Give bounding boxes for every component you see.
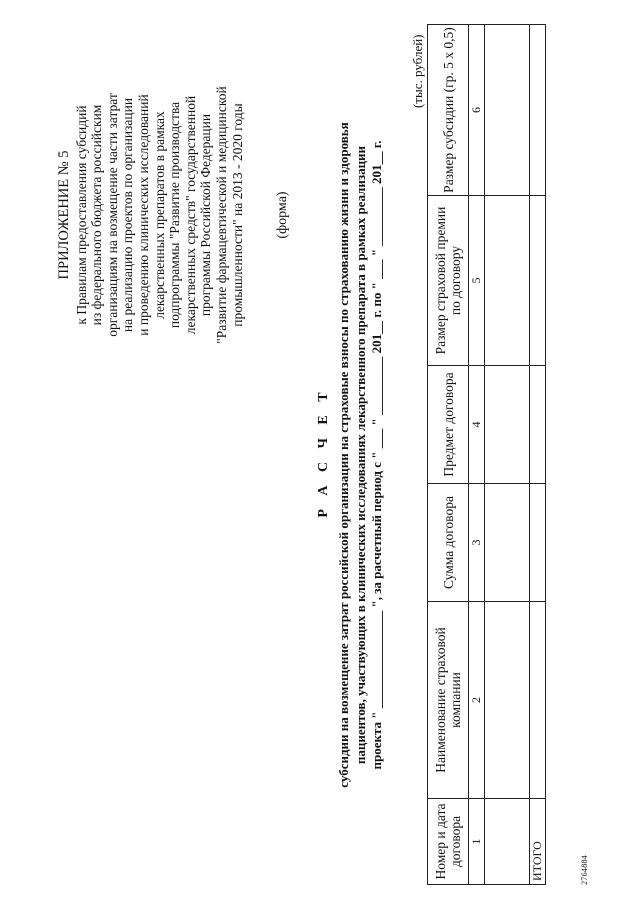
column-header: Размер страховой премии по договору [428, 196, 469, 366]
table-cell [485, 484, 530, 602]
subtitle-line-period: проекта " _______________ ", за расчетный период с " ___ " _________ 201__ г. по " ___ " _________ 201__ г. [369, 140, 384, 770]
column-number: 1 [469, 799, 485, 885]
appendix-line: лекарственных средств" государственной [182, 95, 198, 335]
appendix-line: промышленности" на 2013 - 2020 годы [229, 103, 245, 327]
document-title: Р А С Ч Е Т [316, 387, 331, 518]
table-cell [530, 25, 546, 196]
appendix-line: организациям на возмещение части затрат [104, 93, 120, 337]
appendix-line: и проведению клинических исследований [135, 94, 151, 336]
table-cell [530, 602, 546, 799]
appendix-line: на реализацию проектов по организации [120, 97, 136, 333]
table-cell [485, 602, 530, 799]
table-cell [485, 366, 530, 484]
column-header: Сумма договора [428, 484, 469, 602]
subtitle-line: субсидии на возмещение затрат российской организации на страховые взносы по страхованию жизни и здоровья [336, 122, 351, 788]
column-number: 2 [469, 602, 485, 799]
calculation-table [427, 24, 546, 885]
table-row [485, 25, 530, 885]
table-cell [485, 799, 530, 885]
appendix-line: программы Российской Федерации [198, 113, 214, 317]
table-cell [485, 196, 530, 366]
document-subtitle [336, 35, 386, 875]
column-header: Наименование страховой компании [428, 602, 469, 799]
table-cell [530, 484, 546, 602]
appendix-line: к Правилам предоставления субсидий [73, 105, 89, 325]
column-header: Размер субсидии (гр. 5 х 0,5) [428, 25, 469, 196]
column-number: 3 [469, 484, 485, 602]
column-header: Предмет договора [428, 366, 469, 484]
appendix-line: подпрограммы "Развитие производства [167, 101, 183, 329]
subtitle-line: пациентов, участвующих в клинических исследованиях лекарственного препарата в рамках реализации [352, 145, 368, 765]
appendix-line: из федерального бюджета российским [89, 104, 105, 326]
units-label: (тыс. рублей) [410, 34, 425, 108]
column-number: 6 [469, 25, 485, 196]
total-label: ИТОГО [530, 799, 546, 885]
form-label: (форма) [275, 191, 290, 239]
appendix-title: ПРИЛОЖЕНИЕ № 5 [56, 150, 72, 280]
table-cell [485, 25, 530, 196]
document-id: 2764884 [580, 854, 589, 885]
column-number: 5 [469, 196, 485, 366]
table-cell [530, 196, 546, 366]
table-cell [530, 366, 546, 484]
appendix-line: лекарственных препаратов в рамках [151, 111, 167, 319]
appendix-block [57, 70, 245, 360]
total-row [530, 25, 546, 885]
column-number: 4 [469, 366, 485, 484]
column-header: Номер и дата договора [428, 799, 469, 885]
column-number-row [469, 25, 485, 885]
appendix-line: "Развитие фармацевтической и медицинской [213, 86, 229, 344]
table-header-row [428, 25, 469, 885]
